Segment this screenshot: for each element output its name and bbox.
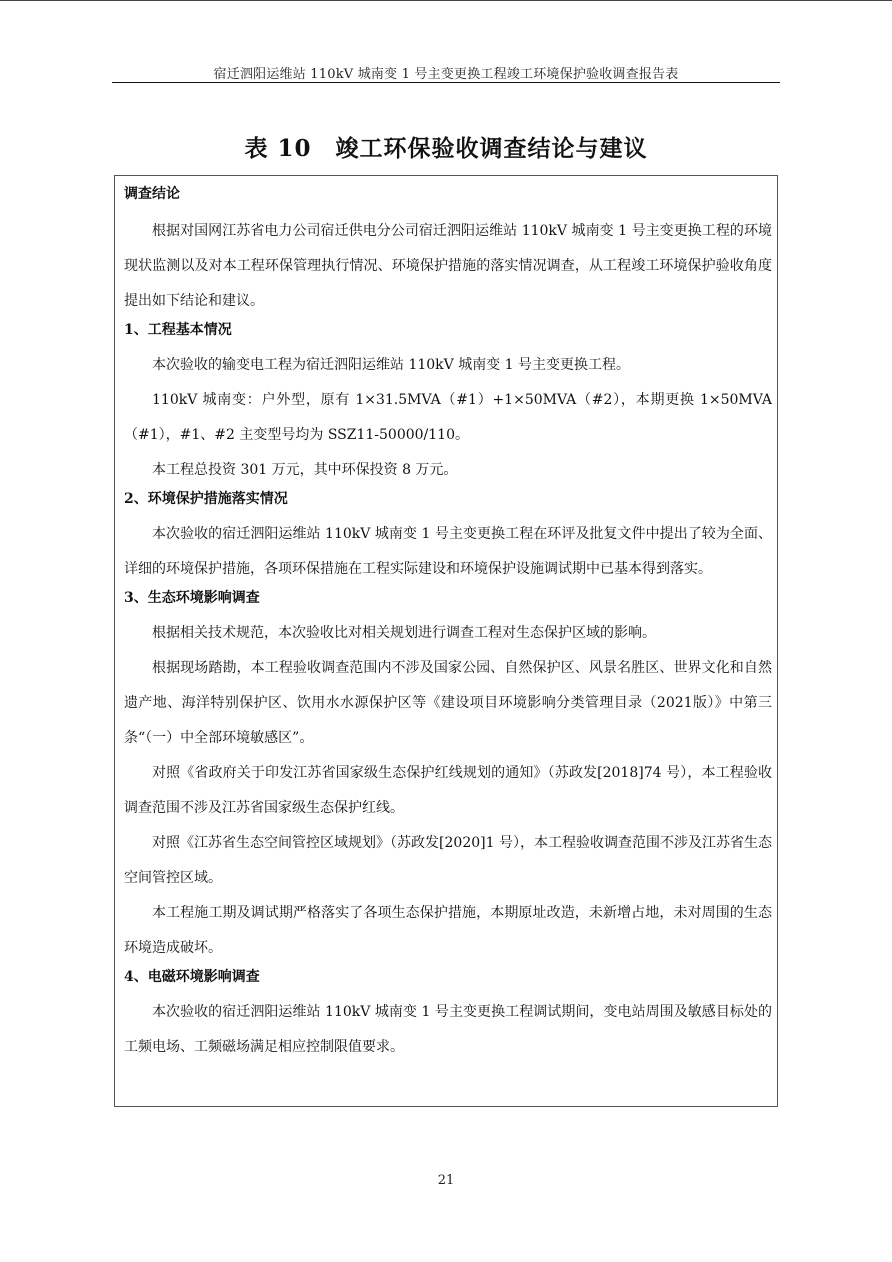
section-1-heading: 1、工程基本情况 [124, 322, 232, 338]
intro-paragraph: 根据对国网江苏省电力公司宿迁供电分公司宿迁泗阳运维站 110kV 城南变 1 号主变更换工程的环境现状监测以及对本工程环保管理执行情况、环境保护措施的落实情况调查，从工程竣工环境保护验收角度提出如下结论和建议。 [124, 223, 772, 309]
section-3-paragraph-2: 根据现场踏勘，本工程验收调查范围内不涉及国家公园、自然保护区、风景名胜区、世界文化和自然遗产地、海洋特别保护区、饮用水水源保护区等《建设项目环境影响分类管理目录（2021版）》中第三条“（一）中全部环境敏感区”。 [124, 660, 772, 746]
table-content [124, 183, 772, 1065]
section-3-paragraph-3: 对照《省政府关于印发江苏省国家级生态保护红线规划的通知》（苏政发[2018]74 号），本工程验收调查范围不涉及江苏省国家级生态保护红线。 [124, 765, 772, 816]
section-1-paragraph-1: 本次验收的输变电工程为宿迁泗阳运维站 110kV 城南变 1 号主变更换工程。 [152, 357, 631, 373]
page-title: 表 10 竣工环保验收调查结论与建议 [244, 135, 648, 162]
section-1-paragraph-2: 110kV 城南变：户外型，原有 1×31.5MVA（#1）+1×50MVA（#2），本期更换 1×50MVA（#1），#1、#2 主变型号均为 SSZ11-50000/110。 [124, 392, 772, 443]
section-2-heading: 2、环境保护措施落实情况 [124, 491, 288, 507]
page-number: 21 [437, 1173, 455, 1188]
running-header: 宿迁泗阳运维站 110kV 城南变 1 号主变更换工程竣工环境保护验收调查报告表 [213, 67, 679, 82]
section-3-paragraph-4: 对照《江苏省生态空间管控区域规划》（苏政发[2020]1 号），本工程验收调查范围不涉及江苏省生态空间管控区域。 [124, 835, 772, 886]
section-4-paragraph-1: 本次验收的宿迁泗阳运维站 110kV 城南变 1 号主变更换工程调试期间，变电站周围及敏感目标处的工频电场、工频磁场满足相应控制限值要求。 [124, 1004, 772, 1055]
page-top-border [0, 0, 892, 1]
section-4-heading: 4、电磁环境影响调查 [124, 969, 260, 985]
section-1-paragraph-3: 本工程总投资 301 万元，其中环保投资 8 万元。 [152, 462, 458, 478]
section-3-paragraph-5: 本工程施工期及调试期严格落实了各项生态保护措施，本期原址改造，未新增占地，未对周围的生态环境造成破坏。 [124, 905, 772, 956]
header-rule [112, 82, 780, 83]
section-3-paragraph-1: 根据相关技术规范，本次验收比对相关规划进行调查工程对生态保护区域的影响。 [152, 625, 656, 641]
section-3-heading: 3、生态环境影响调查 [124, 590, 260, 606]
section-2-paragraph-1: 本次验收的宿迁泗阳运维站 110kV 城南变 1 号主变更换工程在环评及批复文件中提出了较为全面、详细的环境保护措施，各项环保措施在工程实际建设和环境保护设施调试期中已基本得到落实。 [124, 526, 772, 577]
conclusion-heading: 调查结论 [124, 186, 180, 202]
